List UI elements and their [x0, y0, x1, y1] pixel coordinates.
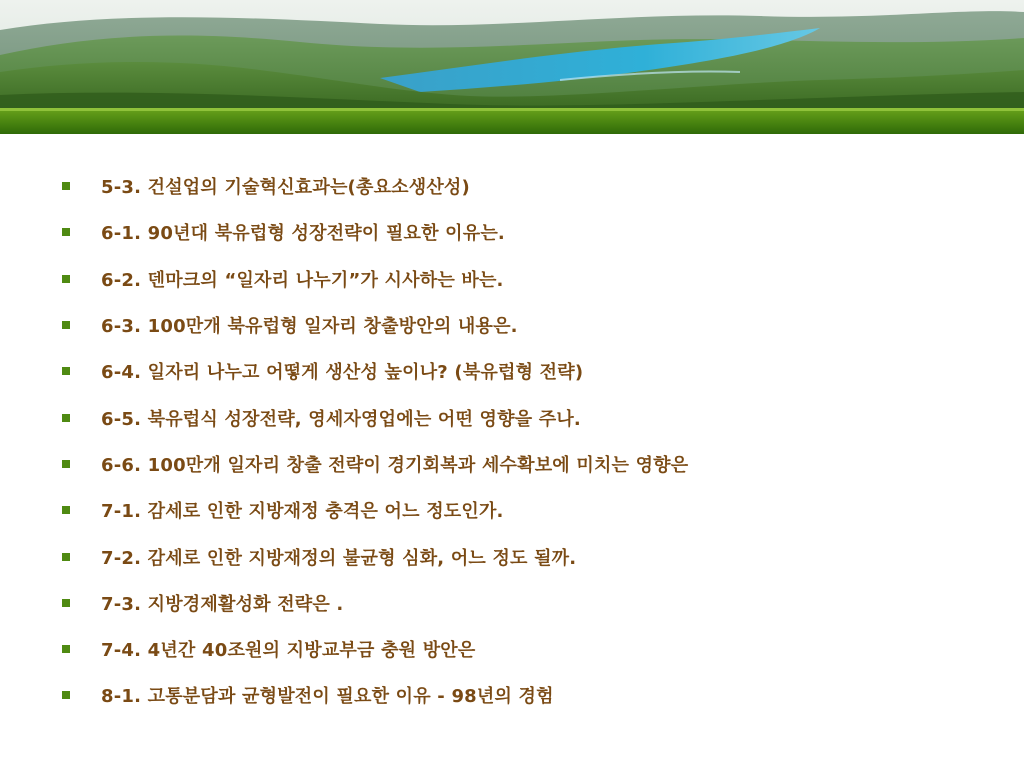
list-item — [60, 256, 1000, 302]
green-bar-highlight — [0, 108, 1024, 111]
square-bullet-icon — [62, 599, 70, 607]
bullet-list — [60, 163, 1000, 719]
list-item — [60, 302, 1000, 348]
square-bullet-icon — [62, 553, 70, 561]
bullet-text: 7-4. 4년간 40조원의 지방교부금 충원 방안은 — [101, 640, 476, 662]
square-bullet-icon — [62, 691, 70, 699]
bullet-text: 5-3. 건설업의 기술혁신효과는(총요소생산성) — [101, 177, 470, 199]
list-item — [60, 487, 1000, 533]
bullet-text: 6-6. 100만개 일자리 창출 전략이 경기회복과 세수확보에 미치는 영향은 — [101, 454, 689, 476]
list-item — [60, 394, 1000, 440]
list-item — [60, 209, 1000, 255]
square-bullet-icon — [62, 275, 70, 283]
bullet-text: 6-4. 일자리 나누고 어떻게 생산성 높이나? (북유럽형 전략) — [101, 362, 584, 384]
header-green-bar — [0, 108, 1024, 134]
square-bullet-icon — [62, 228, 70, 236]
list-item — [60, 441, 1000, 487]
square-bullet-icon — [62, 182, 70, 190]
bullet-text: 7-1. 감세로 인한 지방재정 충격은 어느 정도인가. — [101, 501, 504, 523]
bullet-text: 6-1. 90년대 북유럽형 성장전략이 필요한 이유는. — [101, 223, 505, 245]
bullet-text: 6-2. 덴마크의 “일자리 나누기”가 시사하는 바는. — [101, 269, 504, 291]
bullet-text: 7-2. 감세로 인한 지방재정의 불균형 심화, 어느 정도 될까. — [101, 547, 577, 569]
banner-landscape-image — [0, 0, 1024, 110]
bullet-text: 8-1. 고통분담과 균형발전이 필요한 이유 - 98년의 경험 — [101, 686, 554, 708]
bullet-text: 6-3. 100만개 북유럽형 일자리 창출방안의 내용은. — [101, 316, 518, 338]
list-item — [60, 672, 1000, 718]
square-bullet-icon — [62, 645, 70, 653]
square-bullet-icon — [62, 506, 70, 514]
bullet-text: 7-3. 지방경제활성화 전략은 . — [101, 593, 344, 615]
bullet-text: 6-5. 북유럽식 성장전략, 영세자영업에는 어떤 영향을 주나. — [101, 408, 581, 430]
list-item — [60, 163, 1000, 209]
square-bullet-icon — [62, 367, 70, 375]
square-bullet-icon — [62, 321, 70, 329]
square-bullet-icon — [62, 414, 70, 422]
list-item — [60, 580, 1000, 626]
list-item — [60, 348, 1000, 394]
list-item — [60, 626, 1000, 672]
list-item — [60, 533, 1000, 579]
square-bullet-icon — [62, 460, 70, 468]
